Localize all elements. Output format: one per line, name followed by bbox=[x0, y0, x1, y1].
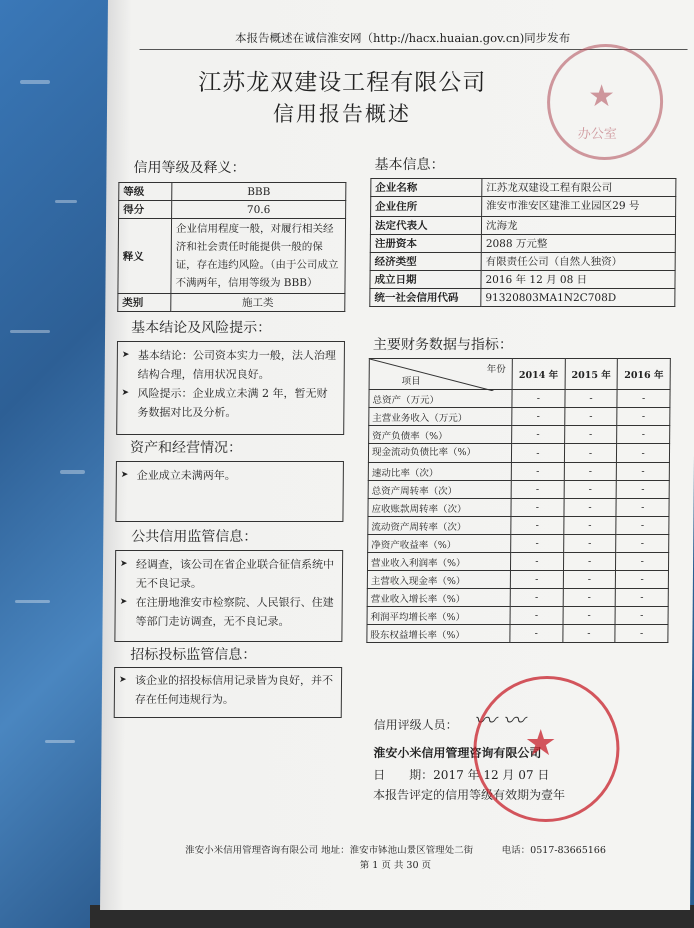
metric-name: 主营业务收入（万元） bbox=[369, 408, 512, 426]
basic-label: 法定代表人 bbox=[370, 217, 481, 235]
metric-value: - bbox=[564, 481, 617, 499]
metric-name: 总资产周转率（次） bbox=[368, 481, 511, 499]
validity-note: 本报告评定的信用等级有效期为壹年 bbox=[372, 788, 566, 802]
list-item bbox=[116, 555, 342, 593]
basic-row bbox=[370, 271, 675, 289]
score-label: 得分 bbox=[119, 201, 172, 219]
public-credit-heading: 公共信用监管信息： bbox=[131, 529, 258, 545]
agency-name: 淮安小米信用管理咨询有限公司 bbox=[373, 746, 542, 760]
metric-value: - bbox=[511, 553, 564, 571]
metric-value: - bbox=[563, 607, 616, 625]
metric-value: - bbox=[511, 463, 564, 481]
public-credit-box bbox=[114, 550, 343, 642]
corner-year-label: 年份 bbox=[486, 364, 506, 375]
metric-value: - bbox=[564, 444, 617, 463]
assets-text: 企业成立未满两年。 bbox=[136, 469, 236, 482]
basic-value: 2016 年 12 月 08 日 bbox=[481, 271, 675, 289]
metric-name: 资产负债率（%） bbox=[369, 426, 512, 444]
metric-name: 应收账款周转率（次） bbox=[368, 499, 511, 517]
basic-value: 淮安市淮安区建淮工业园区29 号 bbox=[482, 197, 676, 217]
category-value: 施工类 bbox=[171, 294, 345, 312]
definition-value: 企业信用程度一般，对履行相关经济和社会责任时能提供一般的保证，存在违约风险。（由于公司成立不满两年，信用等级为 BBB） bbox=[171, 219, 346, 294]
arrow-bullet-icon: ➤ bbox=[121, 350, 130, 360]
basic-value: 2088 万元整 bbox=[481, 235, 675, 253]
metric-value: - bbox=[563, 517, 616, 535]
metric-name: 营业收入增长率（%） bbox=[367, 589, 510, 607]
basic-info-heading: 基本信息： bbox=[374, 157, 445, 173]
basic-row bbox=[371, 179, 676, 197]
metric-value: - bbox=[616, 517, 669, 535]
bidding-text: 该企业的招投标信用记录皆为良好，并不存在任何违规行为。 bbox=[134, 674, 334, 706]
table-row bbox=[367, 625, 668, 643]
arrow-bullet-icon: ➤ bbox=[121, 388, 130, 398]
metric-value: - bbox=[564, 426, 617, 444]
table-row bbox=[368, 481, 669, 499]
year-header: 2015 年 bbox=[565, 359, 618, 390]
metric-value: - bbox=[510, 589, 563, 607]
list-item bbox=[117, 466, 343, 485]
public-credit-text: 经调查，该公司在省企业联合征信系统中无不良记录。 bbox=[135, 558, 335, 590]
basic-row bbox=[370, 217, 675, 235]
basic-value: 沈海龙 bbox=[481, 217, 675, 235]
basic-row bbox=[370, 235, 675, 253]
category-label: 类别 bbox=[118, 294, 171, 312]
basic-value: 有限责任公司（自然人独资） bbox=[481, 253, 675, 271]
metric-value: - bbox=[510, 607, 563, 625]
corner-item-label: 项目 bbox=[401, 376, 421, 387]
metric-value: - bbox=[563, 571, 616, 589]
risk-text: 风险提示：企业成立未满 2 年，暂无财务数据对比及分析。 bbox=[137, 387, 328, 419]
arrow-bullet-icon: ➤ bbox=[119, 597, 128, 607]
basic-label: 成立日期 bbox=[370, 271, 481, 289]
basic-label: 统一社会信用代码 bbox=[370, 289, 481, 307]
bidding-heading: 招标投标监管信息： bbox=[130, 647, 257, 663]
conclusion-box bbox=[116, 341, 345, 435]
metric-value: - bbox=[616, 571, 669, 589]
score-value: 70.6 bbox=[172, 201, 346, 219]
grade-value: BBB bbox=[172, 183, 346, 201]
metric-name: 流动资产周转率（次） bbox=[368, 517, 511, 535]
metric-value: - bbox=[512, 408, 565, 426]
table-row bbox=[368, 517, 669, 535]
basic-value: 江苏龙双建设工程有限公司 bbox=[482, 179, 676, 197]
metric-name: 利润平均增长率（%） bbox=[367, 607, 510, 625]
definition-label: 释义 bbox=[118, 219, 172, 294]
metric-name: 主营收入现金率（%） bbox=[367, 571, 510, 589]
basic-label: 经济类型 bbox=[370, 253, 481, 271]
metric-value: - bbox=[510, 571, 563, 589]
metric-name: 总资产（万元） bbox=[369, 390, 512, 408]
basic-label: 注册资本 bbox=[370, 235, 481, 253]
finance-header-row bbox=[369, 359, 670, 390]
arrow-bullet-icon: ➤ bbox=[120, 470, 129, 480]
definition-row bbox=[118, 219, 346, 294]
diagonal-line bbox=[370, 359, 494, 391]
seal-star-icon: ★ bbox=[524, 723, 557, 764]
conclusion-heading: 基本结论及风险提示： bbox=[131, 320, 272, 336]
table-row bbox=[367, 589, 668, 607]
metric-value: - bbox=[617, 408, 670, 426]
list-item bbox=[115, 671, 341, 709]
stamp-label: 办公室 bbox=[577, 127, 617, 142]
table-row bbox=[369, 408, 670, 426]
list-item bbox=[118, 346, 344, 384]
arrow-bullet-icon: ➤ bbox=[120, 559, 128, 569]
office-stamp bbox=[547, 44, 664, 160]
metric-value: - bbox=[616, 589, 669, 607]
table-row bbox=[367, 553, 668, 571]
metric-name: 股东权益增长率（%） bbox=[367, 625, 510, 643]
metric-value: - bbox=[511, 499, 564, 517]
grade-heading: 信用等级及释义： bbox=[133, 160, 246, 176]
assets-box bbox=[115, 461, 344, 522]
conclusion-text: 基本结论：公司资本实力一般，法人治理结构合理，信用状况良好。 bbox=[137, 349, 336, 381]
public-credit-text: 在注册地淮安市检察院、人民银行、住建等部门走访调查，无不良记录。 bbox=[135, 596, 334, 628]
basic-label: 企业住所 bbox=[371, 197, 482, 217]
metric-name: 速动比率（次） bbox=[368, 463, 511, 481]
metric-value: - bbox=[564, 408, 617, 426]
table-row bbox=[368, 463, 669, 481]
metric-value: - bbox=[617, 463, 670, 481]
metric-value: - bbox=[564, 499, 617, 517]
finance-table bbox=[366, 358, 670, 643]
table-row bbox=[368, 499, 669, 517]
stamp-star-icon: ★ bbox=[587, 79, 616, 114]
table-row bbox=[367, 607, 668, 625]
metric-value: - bbox=[564, 463, 617, 481]
metric-value: - bbox=[616, 553, 669, 571]
metric-value: - bbox=[616, 481, 669, 499]
metric-value: - bbox=[617, 444, 670, 463]
basic-value: 91320803MA1N2C708D bbox=[481, 289, 675, 307]
metric-value: - bbox=[510, 625, 563, 643]
basic-label: 企业名称 bbox=[371, 179, 482, 197]
metric-name: 营业收入利润率（%） bbox=[367, 553, 510, 571]
metric-name: 净资产收益率（%） bbox=[368, 535, 511, 553]
rating-date: 日 期：2017 年 12 月 07 日 bbox=[373, 768, 550, 782]
finance-corner-cell bbox=[369, 359, 512, 390]
metric-value: - bbox=[563, 535, 616, 553]
company-title: 江苏龙双建设工程有限公司 bbox=[198, 70, 487, 96]
metric-value: - bbox=[616, 535, 669, 553]
basic-row bbox=[370, 253, 675, 271]
grade-label: 等级 bbox=[119, 183, 172, 201]
metric-value: - bbox=[511, 481, 564, 499]
basic-row bbox=[370, 289, 675, 307]
metric-value: - bbox=[615, 607, 668, 625]
grade-table bbox=[117, 182, 346, 312]
year-header: 2014 年 bbox=[512, 359, 565, 390]
metric-value: - bbox=[563, 553, 616, 571]
table-row bbox=[368, 444, 669, 463]
metric-value: - bbox=[563, 589, 616, 607]
table-row bbox=[369, 390, 670, 408]
metric-value: - bbox=[565, 390, 618, 408]
basic-row bbox=[371, 197, 676, 217]
table-row bbox=[368, 535, 669, 553]
category-row bbox=[118, 294, 345, 312]
bidding-box bbox=[114, 667, 342, 718]
metric-name: 现金流动负债比率（%） bbox=[368, 444, 511, 463]
company-seal-stamp bbox=[473, 676, 620, 822]
table-row bbox=[367, 571, 668, 589]
score-row bbox=[119, 201, 346, 219]
metric-value: - bbox=[511, 535, 564, 553]
metric-value: - bbox=[512, 390, 565, 408]
page-number: 第 1 页 共 30 页 bbox=[359, 860, 432, 871]
metric-value: - bbox=[615, 625, 668, 643]
blue-cover-background bbox=[0, 0, 115, 928]
metric-value: - bbox=[512, 426, 565, 444]
grade-row bbox=[119, 183, 346, 201]
metric-value: - bbox=[617, 390, 670, 408]
document-title: 信用报告概述 bbox=[272, 102, 412, 126]
footer-info: 淮安小米信用管理咨询有限公司 地址：淮安市钵池山景区管理处二街 电话：0517-83665166 bbox=[185, 845, 606, 856]
list-item bbox=[115, 593, 341, 631]
metric-value: - bbox=[563, 625, 616, 643]
basic-info-table bbox=[369, 178, 676, 307]
arrow-bullet-icon: ➤ bbox=[118, 675, 127, 685]
metric-value: - bbox=[617, 426, 670, 444]
metric-value: - bbox=[511, 444, 564, 463]
assets-heading: 资产和经营情况： bbox=[129, 440, 243, 456]
finance-heading: 主要财务数据与指标： bbox=[372, 337, 514, 353]
report-page bbox=[100, 0, 694, 910]
metric-value: - bbox=[616, 499, 669, 517]
list-item bbox=[117, 384, 343, 422]
table-row bbox=[369, 426, 670, 444]
rater-label: 信用评级人员： bbox=[373, 718, 458, 732]
signature: 〰 〰 bbox=[473, 709, 525, 734]
metric-value: - bbox=[511, 517, 564, 535]
header-notice: 本报告概述在诚信淮安网（http://hacx.huaian.gov.cn)同步发布 bbox=[234, 31, 571, 45]
year-header: 2016 年 bbox=[617, 359, 670, 390]
